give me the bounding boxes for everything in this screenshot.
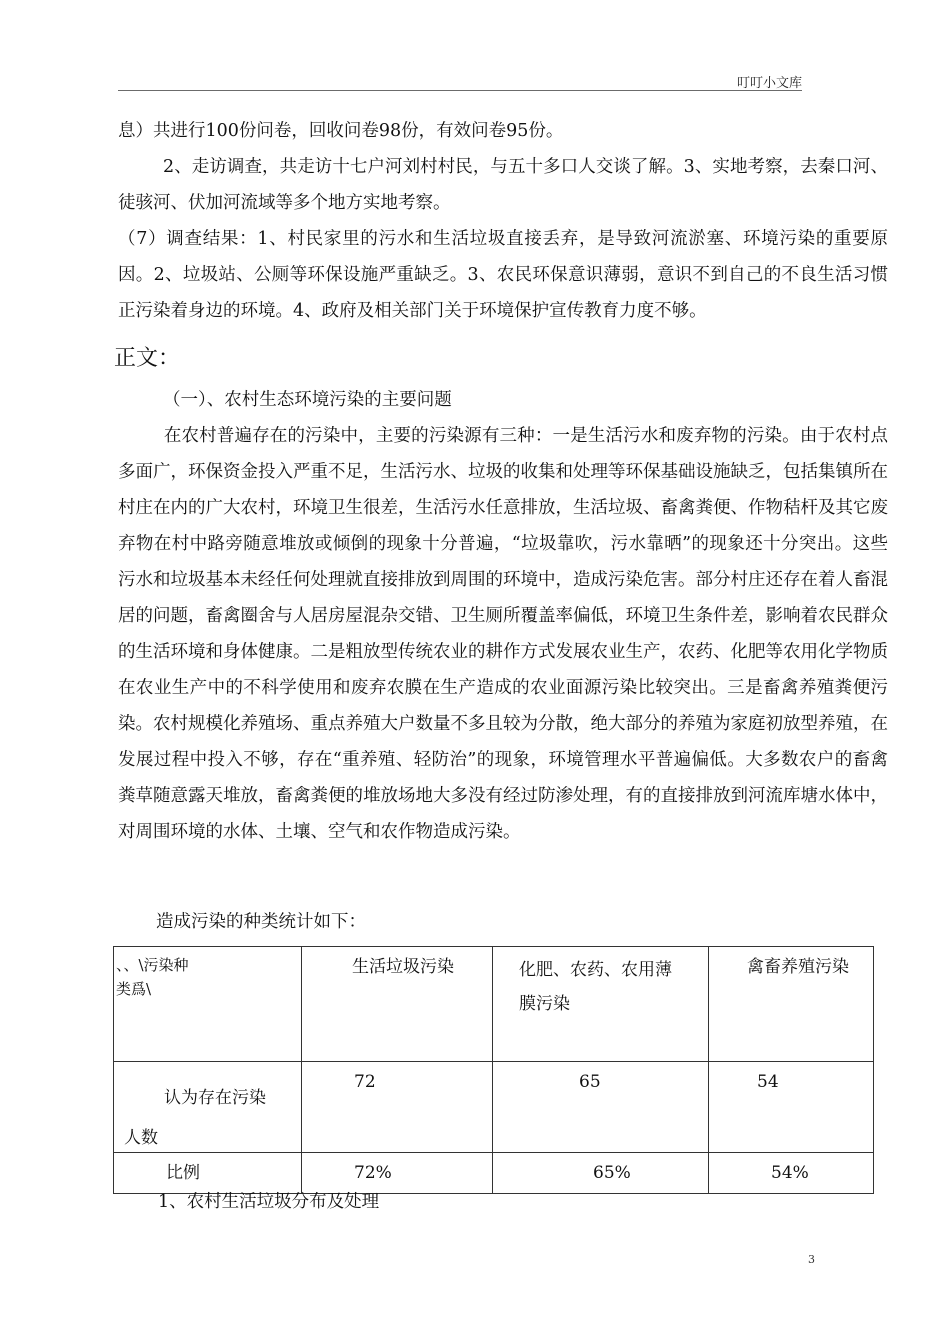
subheading-main-problems: （一）、农村生态环境污染的主要问题 [163,390,452,410]
table-header-cell [302,947,493,1062]
pollution-stats-table [113,946,874,1194]
row-label-line2: 人数 [124,1128,158,1148]
col-header-agrochemical: 化肥、农药、农用薄膜污染 [519,960,672,1014]
table-cell [302,1062,493,1153]
paragraph-survey-results: （7）调查结果：1、村民家里的污水和生活垃圾直接丢弃，是导致河流淤塞、环境污染的重要原因。2、垃圾站、公厕等环保设施严重缺乏。3、农民环保意识薄弱，意识不到自己的不良生活习惯正污染着身边的环境。4、政府及相关部门关于环境保护宣传教育力度不够。 [118,229,888,321]
page-number: 3 [808,1253,815,1266]
header-brand: 叮叮小文库 [736,76,802,91]
table-corner-cell [114,947,302,1062]
table-header-cell [709,947,874,1062]
table-header-row [114,947,874,1062]
table-intro: 造成污染的种类统计如下： [156,912,366,932]
header-rule [118,90,802,91]
paragraph-body: 在农村普遍存在的污染中，主要的污染源有三种：一是生活污水和废弃物的污染。由于农村点多面广，环保资金投入严重不足，生活污水、垃圾的收集和处理等环保基础设施缺乏，包括集镇所在村庄在内的广大农村，环境卫生很差，生活污水任意排放，生活垃圾、畜禽粪便、作物秸杆及其它废弃物在村中路旁随意堆放或倾倒的现象十分普遍，“垃圾靠吹，污水靠晒”的现象还十分突出。这些污水和垃圾基本未经任何处理就直接排放到周围的环境中，造成污染危害。部分村庄还存在着人畜混居的问题，畜禽圈舍与人居房屋混杂交错、卫生厕所覆盖率偏低，环境卫生条件差，影响着农民群众的生活环境和身体健康。二是粗放型传统农业的耕作方式发展农业生产，农药、化肥等农用化学物质在农业生产中的不科学使用和废弃农膜在生产造成的农业面源污染比较突出。三是畜禽养殖粪便污染。农村规模化养殖场、重点养殖大户数量不多且较为分散，绝大部分的养殖为家庭初放型养殖，在发展过程中投入不够，存在“重养殖、轻防治”的现象，环境管理水平普遍偏低。大多数农户的畜禽粪草随意露天堆放，畜禽粪便的堆放场地大多没有经过防渗处理，有的直接排放到河流库塘水体中，对周围环境的水体、土壤、空气和农作物造成污染。 [118,426,888,842]
value-agrochemical-ratio: 65% [593,1163,631,1183]
corner-label-line1: 、、\污染种 [116,956,189,974]
table-row [114,1062,874,1153]
paragraph-survey-count: 息）共进行100份问卷，回收问卷98份，有效问卷95份。 [118,121,564,141]
row-label-ratio: 比例 [166,1163,200,1183]
table-cell [709,1153,874,1194]
subsection-heading: 1、农村生活垃圾分布及处理 [158,1192,380,1212]
row-label-line1: 认为存在污染 [164,1088,266,1108]
table-header-cell [493,947,709,1062]
col-header-livestock: 禽畜养殖污染 [747,957,849,977]
value-livestock-ratio: 54% [771,1163,809,1183]
value-livestock-count: 54 [757,1072,779,1092]
section-heading: 正文： [114,346,181,371]
value-domestic-ratio: 72% [354,1163,392,1183]
paragraph-field-visit: 2、走访调查，共走访十七户河刘村村民，与五十多口人交谈了解。3、实地考察，去秦口河、徒骇河、伏加河流域等多个地方实地考察。 [118,157,888,213]
table-cell [493,1153,709,1194]
table-cell [493,1062,709,1153]
value-agrochemical-count: 65 [579,1072,601,1092]
table-cell [709,1062,874,1153]
value-domestic-count: 72 [354,1072,376,1092]
col-header-domestic-waste: 生活垃圾污染 [352,957,454,977]
corner-label-line2: 类爲\ [116,980,152,998]
table-row-label [114,1062,302,1153]
